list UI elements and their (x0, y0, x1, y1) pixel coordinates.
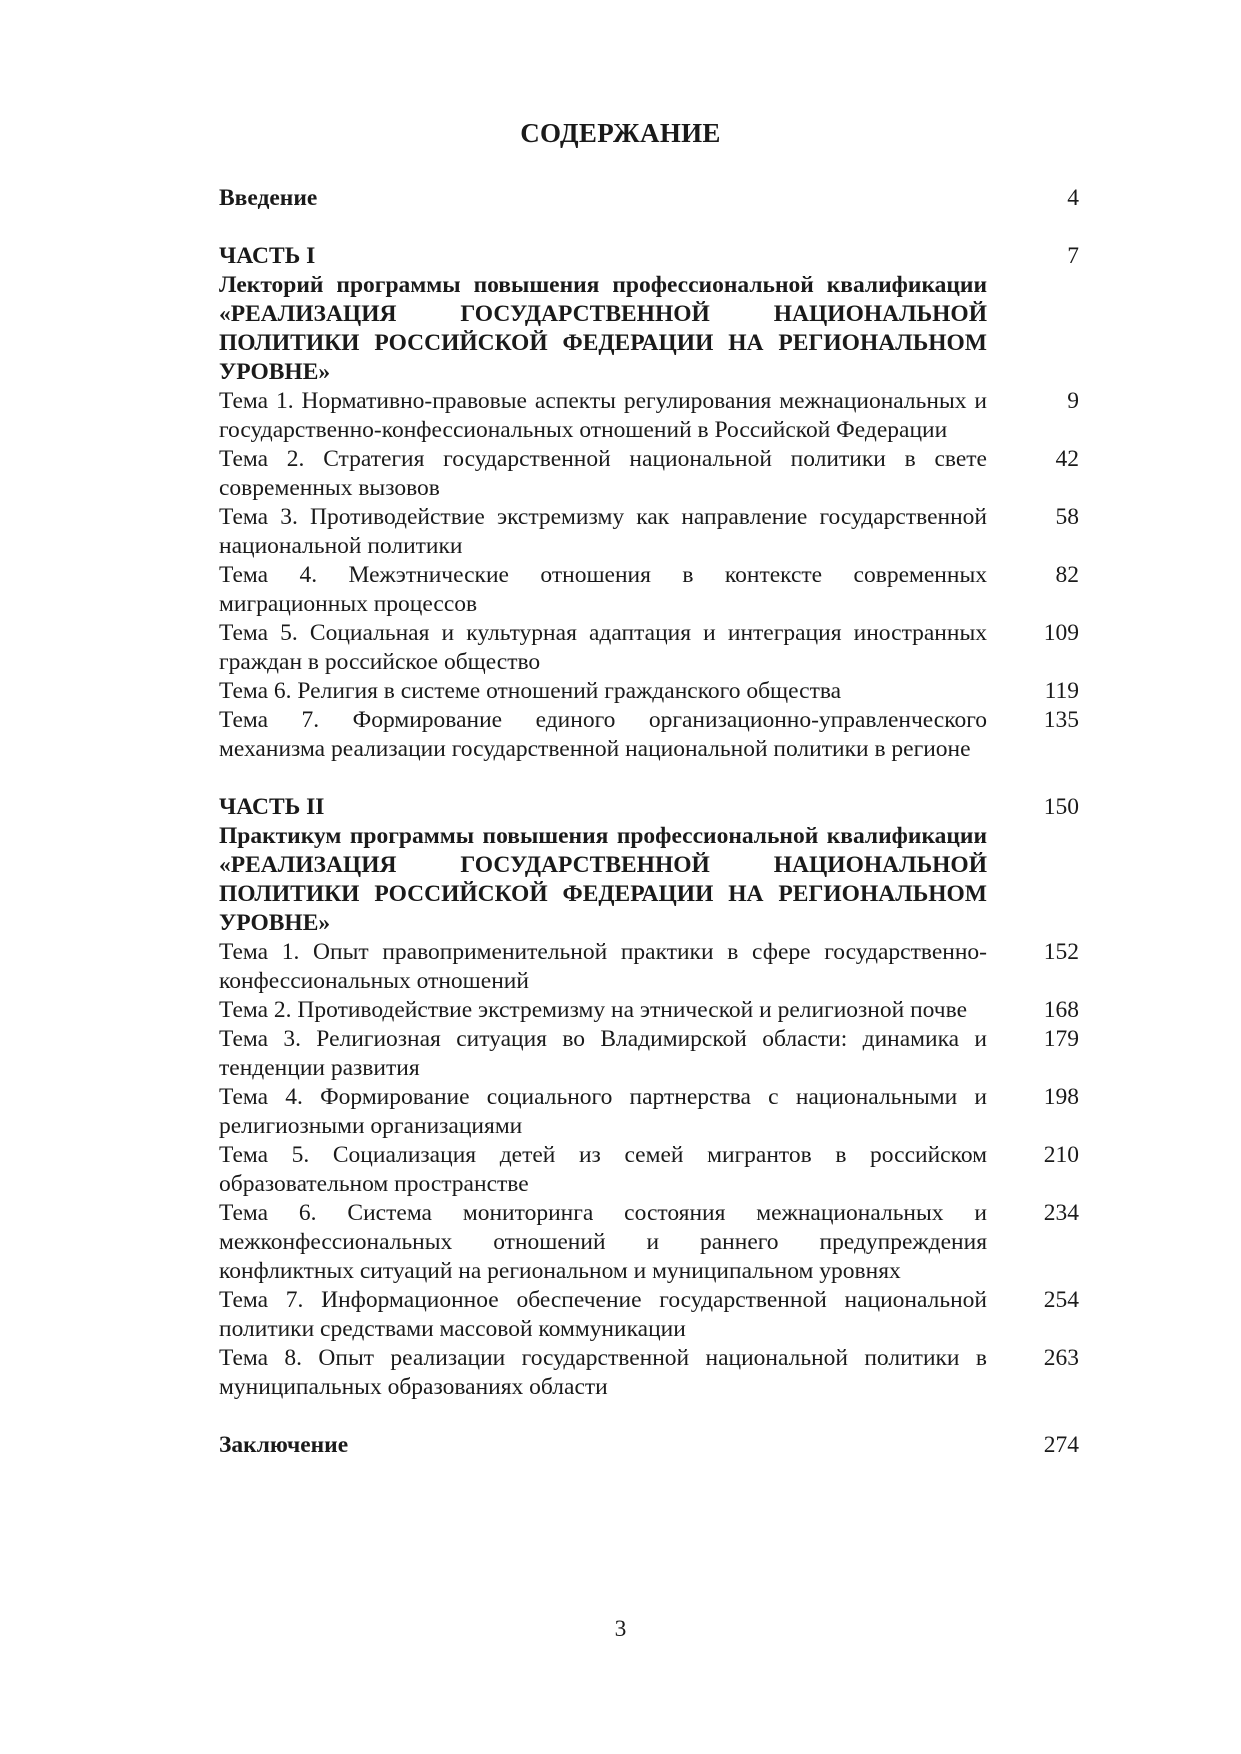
toc-topic-entry (219, 503, 1079, 561)
toc-topic-entry (219, 1286, 1079, 1344)
toc-entry-intro (219, 184, 1079, 213)
toc-topic-text: Тема 3. Религиозная ситуация во Владимирской области: динамика и тенденции развития (219, 1026, 987, 1081)
toc-page-number: 150 (1043, 794, 1079, 820)
toc-topic-entry (219, 1141, 1079, 1199)
toc-page-number: 234 (1043, 1200, 1079, 1226)
toc-topic-entry (219, 561, 1079, 619)
page-title: СОДЕРЖАНИЕ (520, 118, 721, 148)
toc-topic-entry (219, 619, 1079, 677)
toc-entry-part2 (219, 793, 1079, 938)
toc-topic-text: Тема 6. Религия в системе отношений гражданского общества (219, 678, 842, 704)
toc-topic-text: Тема 6. Система мониторинга состояния межнациональных и межконфессиональных отношений и раннего предупреждения конфликтных ситуаций на региональном и муниципальном уровнях (219, 1200, 987, 1284)
part-heading: Лекторий программы повышения профессиональной квалификации «РЕАЛИЗАЦИЯ ГОСУДАРСТВЕННОЙ НАЦИОНАЛЬНОЙ ПОЛИТИКИ РОССИЙСКОЙ ФЕДЕРАЦИИ НА РЕГИОНАЛЬНОМ УРОВНЕ» (219, 272, 987, 385)
table-of-contents (219, 184, 1079, 1460)
toc-page-number: 119 (1044, 678, 1079, 704)
toc-topic-text: Тема 3. Противодействие экстремизму как направление государственной национальной политики (219, 504, 987, 559)
toc-topic-text: Тема 1. Опыт правоприменительной практики в сфере государственно-конфессиональных отношений (219, 939, 987, 994)
part-heading: Практикум программы повышения профессиональной квалификации «РЕАЛИЗАЦИЯ ГОСУДАРСТВЕННОЙ НАЦИОНАЛЬНОЙ ПОЛИТИКИ РОССИЙСКОЙ ФЕДЕРАЦИИ НА РЕГИОНАЛЬНОМ УРОВНЕ» (219, 823, 987, 936)
toc-entry-part1 (219, 242, 1079, 387)
toc-topic-entry (219, 445, 1079, 503)
toc-topic-entry (219, 677, 1079, 706)
toc-part-block (219, 242, 987, 387)
toc-topic-text: Тема 7. Информационное обеспечение государственной национальной политики средствами массовой коммуникации (219, 1287, 987, 1342)
toc-topic-text: Тема 2. Стратегия государственной национальной политики в свете современных вызовов (219, 446, 987, 501)
toc-entry-label: Введение (219, 185, 318, 211)
toc-page-number: 179 (1043, 1026, 1079, 1052)
toc-topic-text: Тема 7. Формирование единого организационно-управленческого механизма реализации государственной национальной политики в регионе (219, 707, 987, 762)
toc-topic-entry (219, 387, 1079, 445)
part1-topics (219, 387, 1079, 764)
toc-page-number: 58 (1055, 504, 1079, 530)
toc-topic-entry (219, 1025, 1079, 1083)
toc-page-number: 135 (1043, 707, 1079, 733)
toc-topic-text: Тема 5. Социальная и культурная адаптация и интеграция иностранных граждан в российское общество (219, 620, 987, 675)
toc-topic-text: Тема 8. Опыт реализации государственной национальной политики в муниципальных образованиях области (219, 1345, 987, 1400)
toc-page-number: 210 (1043, 1142, 1079, 1168)
toc-topic-text: Тема 2. Противодействие экстремизму на этнической и религиозной почве (219, 997, 968, 1023)
toc-page-number: 7 (1067, 243, 1079, 269)
toc-page-number: 254 (1043, 1287, 1079, 1313)
toc-topic-entry (219, 706, 1079, 764)
part2-topics (219, 938, 1079, 1402)
toc-topic-text: Тема 5. Социализация детей из семей мигрантов в российском образовательном пространстве (219, 1142, 987, 1197)
part-label: ЧАСТЬ II (219, 794, 325, 820)
page-number: 3 (614, 1616, 627, 1642)
toc-page-number: 198 (1043, 1084, 1079, 1110)
toc-page-number: 152 (1043, 939, 1079, 965)
toc-topic-text: Тема 1. Нормативно-правовые аспекты регулирования межнациональных и государственно-конфессиональных отношений в Российской Федерации (219, 388, 987, 443)
toc-page-number: 42 (1055, 446, 1079, 472)
toc-page-number: 82 (1055, 562, 1079, 588)
toc-topic-entry (219, 938, 1079, 996)
toc-topic-entry (219, 1199, 1079, 1286)
toc-entry-label: Заключение (219, 1432, 349, 1458)
toc-page-number: 263 (1043, 1345, 1079, 1371)
part-label: ЧАСТЬ I (219, 243, 316, 269)
toc-topic-text: Тема 4. Формирование социального партнерства с национальными и религиозными организациями (219, 1084, 987, 1139)
toc-entry-conclusion (219, 1431, 1079, 1460)
toc-part-block (219, 793, 987, 938)
toc-page-number: 168 (1043, 997, 1079, 1023)
toc-page-number: 9 (1067, 388, 1079, 414)
toc-page-number: 109 (1043, 620, 1079, 646)
toc-page-number: 4 (1067, 185, 1079, 211)
toc-topic-entry (219, 1344, 1079, 1402)
toc-page-number: 274 (1043, 1432, 1079, 1458)
toc-topic-text: Тема 4. Межэтнические отношения в контексте современных миграционных процессов (219, 562, 987, 617)
toc-topic-entry (219, 1083, 1079, 1141)
toc-topic-entry (219, 996, 1079, 1025)
